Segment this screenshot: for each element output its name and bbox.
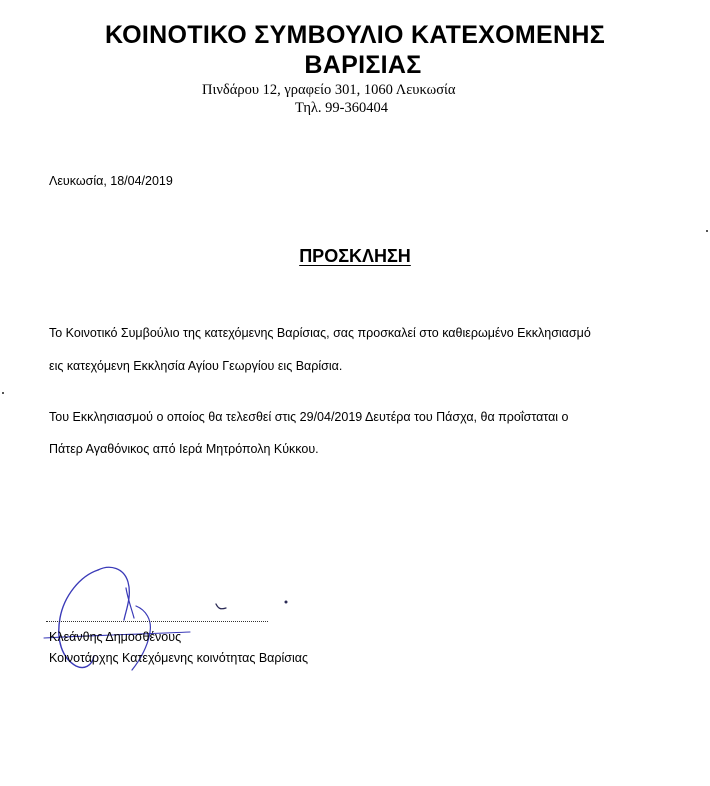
council-title-line2: ΒΑΡΙΣΙΑΣ <box>304 51 422 79</box>
paragraph2-line1: Του Εκκλησιασμού ο οποίος θα τελεσθεί στις 29/04/2019 Δευτέρα του Πάσχα, θα προΐσταται ο <box>49 410 569 424</box>
paragraph2-line2: Πάτερ Αγαθόνικος από Ιερά Μητρόπολη Κύκκου. <box>49 442 319 456</box>
scan-speck <box>2 392 4 394</box>
paragraph1-line1: Το Κοινοτικό Συμβούλιο της κατεχόμενης Βαρίσιας, σας προσκαλεί στο καθιερωμένο Εκκλησιασμό <box>49 326 591 340</box>
paragraph1-line2: εις κατεχόμενη Εκκλησία Αγίου Γεωργίου εις Βαρίσια. <box>49 359 343 373</box>
invitation-title: ΠΡΟΣΚΛΗΣΗ <box>299 246 411 266</box>
signatory-name: Κλεάνθης Δημοσθένους <box>49 630 182 644</box>
date-line: Λευκωσία, 18/04/2019 <box>49 174 173 188</box>
council-phone: Τηλ. 99-360404 <box>295 100 389 116</box>
signature-line <box>46 621 268 622</box>
council-address: Πινδάρου 12, γραφείο 301, 1060 Λευκωσία <box>202 82 456 98</box>
council-title-line1: ΚΟΙΝΟΤΙΚΟ ΣΥΜΒΟΥΛΙΟ ΚΑΤΕΧΟΜΕΝΗΣ <box>104 21 606 49</box>
signatory-role: Κοινοτάρχης Κατεχόμενης κοινότητας Βαρίσιας <box>49 651 309 665</box>
scan-speck <box>706 230 708 232</box>
